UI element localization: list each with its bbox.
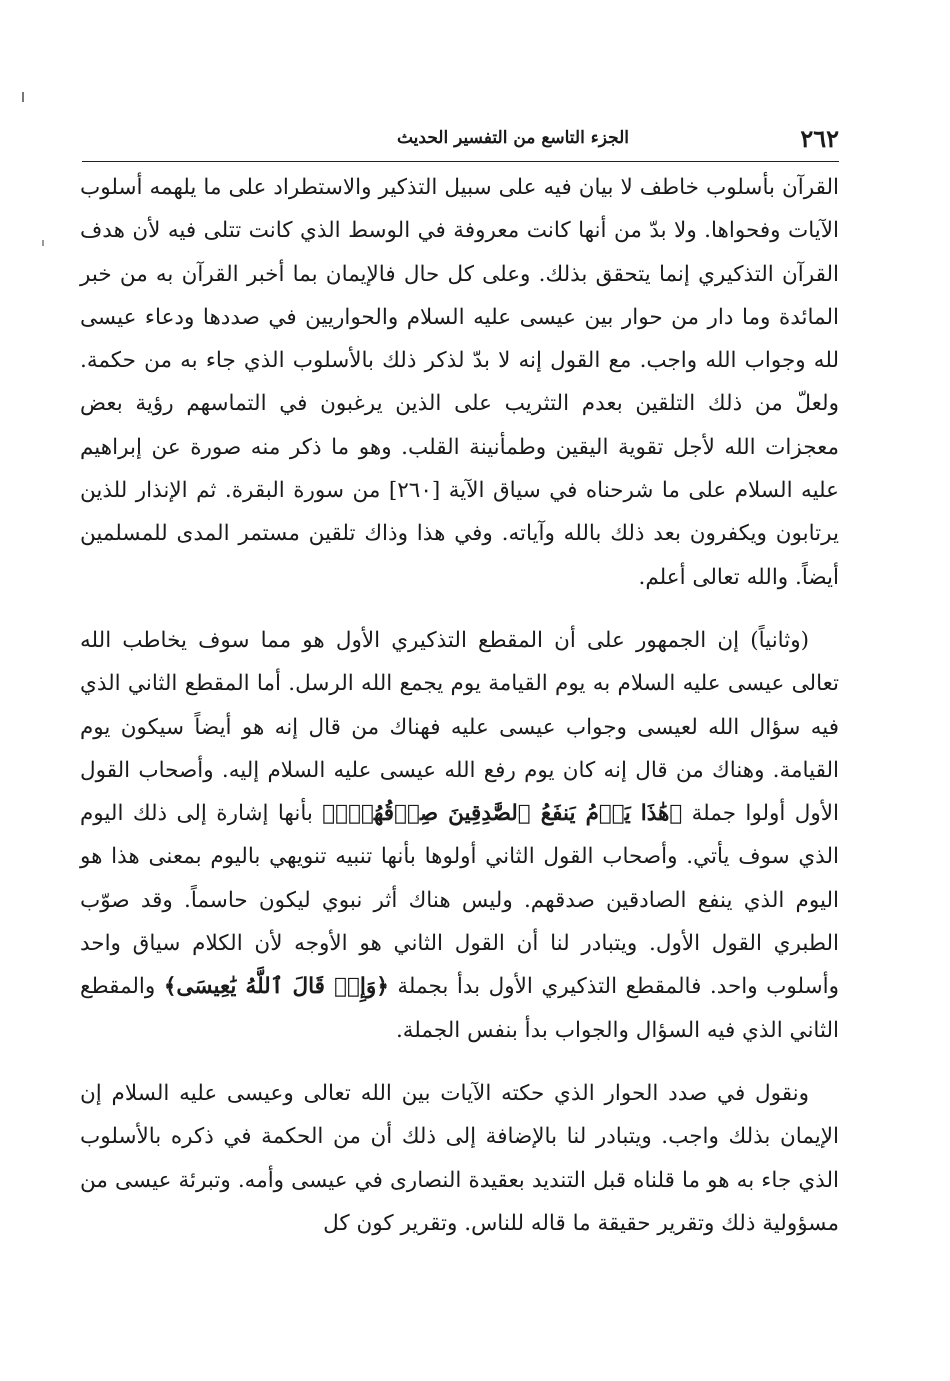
header-rule	[82, 161, 839, 162]
quran-quote: ﴿وَإِذۡ قَالَ ٱللَّهُ يَٰعِيسَى﴾	[163, 974, 389, 1000]
page-header	[82, 122, 839, 162]
body-text	[80, 166, 839, 1245]
paragraph-text: والمقطع الثاني الذي فيه السؤال والجواب بدأ بنفس الجملة.	[80, 974, 839, 1043]
paragraph-text: بأنها إشارة إلى ذلك اليوم الذي سوف يأتي. وأصحاب القول الثاني أولوها بأنها تنبيه تنويهي باليوم بمعنى هذا هو اليوم الذي ينفع الصادقين صدقهم. وليس هناك أثر نبوي ليكون حاسماً. وقد صوّب الطبري القول الأول. ويتبادر لنا أن القول الثاني هو الأوجه لأن الكلام سياق واحد وأسلوب واحد. فالمقطع التذكيري الأول بدأ بجملة	[80, 801, 839, 1000]
paragraph-text: ونقول في صدد الحوار الذي حكته الآيات بين الله تعالى وعيسى عليه السلام إن الإيمان بذلك واجب. ويتبادر لنا بالإضافة إلى ذلك أن من الحكمة في ذكره بالأسلوب الذي جاء به هو ما قلناه قبل التنديد بعقيدة النصارى في عيسى وأمه. وتبرئة عيسى من مسؤولية ذلك وتقرير حقيقة ما قاله للناس. وتقرير كون كل	[80, 1080, 839, 1236]
page-number: ٢٦٢	[800, 124, 839, 153]
paragraph-text: القرآن بأسلوب خاطف لا بيان فيه على سبيل التذكير والاستطراد على ما يلهمه أسلوب الآيات وفحواها. ولا بدّ من أنها كانت معروفة في الوسط الذي كانت تتلى فيه لأن هدف القرآن التذكيري إنما يتحقق بذلك. وعلى كل حال فالإيمان بما أخبر القرآن به من خبر المائدة وما دار من حوار بين عيسى عليه السلام والحواريين في صددها ودعاء عيسى لله وجواب الله واجب. مع القول إنه لا بدّ لذكر ذلك بالأسلوب الذي جاء به من حكمة. ولعلّ من ذلك التلقين بعدم التثريب على الذين يرغبون في التماسهم رؤية بعض معجزات الله لأجل تقوية اليقين وطمأنينة القلب. وهو ما ذكر منه صورة عن إبراهيم عليه السلام على ما شرحناه في سياق الآية [٢٦٠] من سورة البقرة. ثم الإنذار للذين يرتابون ويكفرون بعد ذلك بالله وآياته. وفي هذا وذاك تلقين مستمر المدى للمسلمين أيضاً. والله تعالى أعلم.	[80, 175, 840, 590]
paragraph	[80, 1072, 839, 1245]
margin-mark	[42, 240, 44, 246]
paragraph-text: (وثانياً) إن الجمهور على أن المقطع التذكيري الأول هو مما سوف يخاطب الله تعالى عيسى عليه السلام به يوم القيامة يوم يجمع الله الرسل. أما المقطع الثاني الذي فيه سؤال الله لعيسى وجواب عيسى عليه فهناك من قال إنه هو أيضاً سيكون يوم القيامة. وهناك من قال إنه كان يوم رفع الله عيسى عليه السلام إليه. وأصحاب القول الأول أولوا جملة	[80, 627, 840, 827]
quran-quote: ﴿هَٰذَا يَوۡمُ يَنفَعُ ٱلصَّٰدِقِينَ صِدۡقُهُمۡۚ﴾	[322, 801, 683, 827]
paragraph	[80, 619, 839, 1052]
running-title: الجزء التاسع من التفسير الحديث	[396, 128, 629, 148]
margin-mark	[22, 92, 24, 102]
paragraph	[80, 166, 839, 599]
